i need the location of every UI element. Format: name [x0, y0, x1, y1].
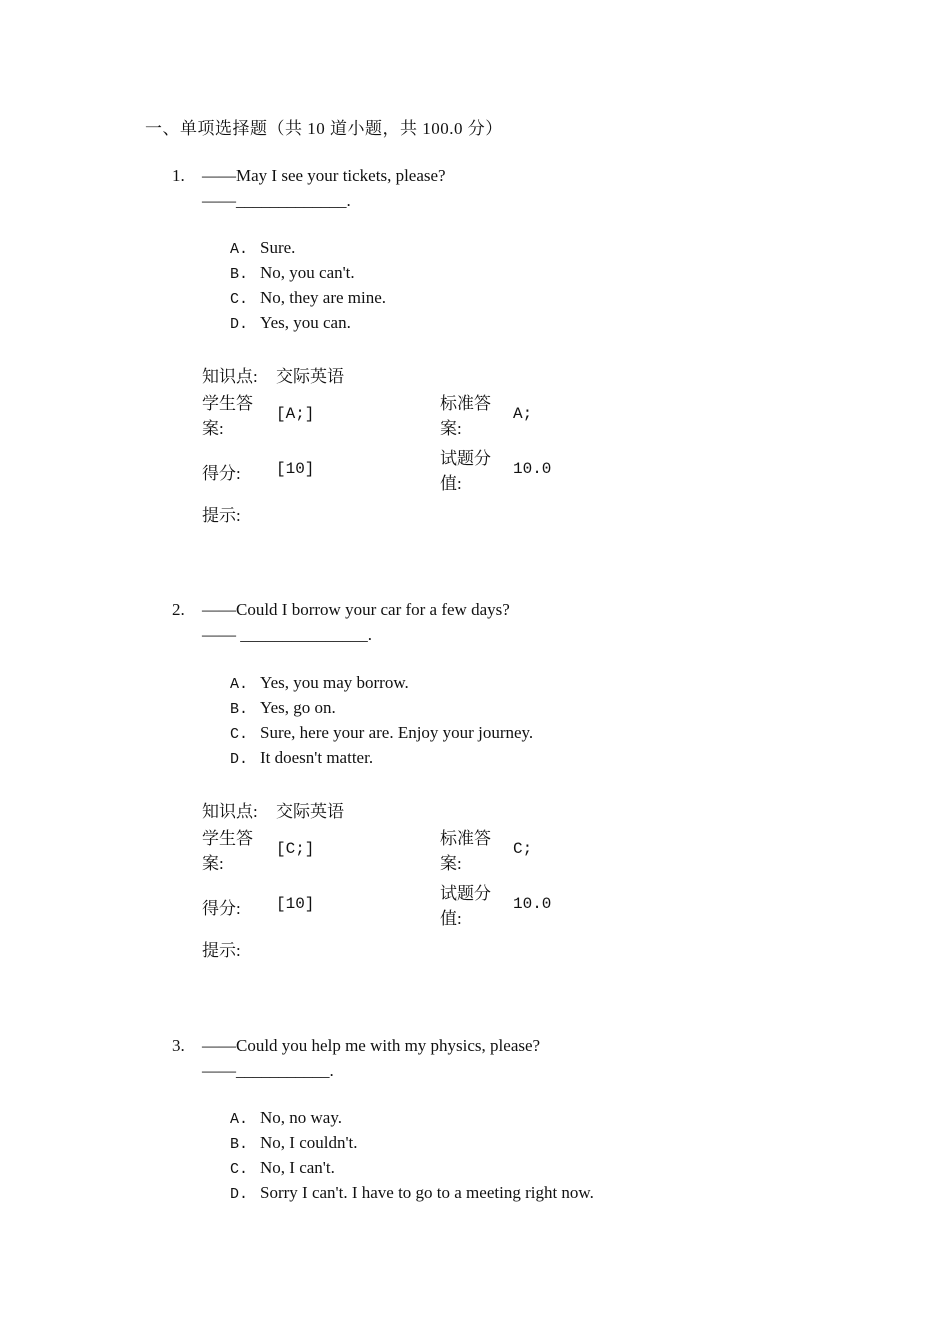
option-letter: A.: [230, 241, 249, 258]
student-answer-value: [C;]: [276, 840, 315, 858]
score-value: [10]: [276, 460, 315, 478]
question-line-2: ——___________.: [202, 1061, 334, 1080]
option-text: Yes, you can.: [260, 313, 351, 332]
label-line: 案:: [440, 854, 462, 873]
standard-answer-value: A;: [513, 405, 533, 423]
option-letter: B.: [230, 701, 249, 718]
knowledge-label: 知识点:: [202, 367, 258, 386]
question-number: 1.: [172, 166, 185, 185]
label-line: 标准答: [440, 829, 491, 848]
question-line-2: ——_____________.: [202, 191, 351, 210]
question-value-label: [440, 881, 491, 931]
label-line: 案:: [202, 419, 224, 438]
option-letter: D.: [230, 751, 249, 768]
label-line: 试题分: [440, 884, 491, 903]
option-letter: C.: [230, 291, 249, 308]
standard-answer-label: [440, 391, 491, 441]
label-line: 标准答: [440, 394, 491, 413]
option-letter: B.: [230, 1136, 249, 1153]
knowledge-value: 交际英语: [276, 367, 344, 386]
option-text: It doesn't matter.: [260, 748, 374, 767]
hint-label: 提示:: [202, 506, 241, 525]
label-line: 试题分: [440, 449, 491, 468]
label-line: 学生答: [202, 394, 253, 413]
question-line-1: ——Could I borrow your car for a few days?: [202, 600, 510, 619]
option-d: [230, 748, 373, 768]
option-text: No, they are mine.: [260, 288, 387, 307]
option-c: [230, 723, 533, 743]
option-b: [230, 698, 336, 718]
option-text: Sorry I can't. I have to go to a meeting right now.: [260, 1183, 594, 1202]
option-letter: C.: [230, 1161, 249, 1178]
standard-answer-label: [440, 826, 491, 876]
question-value-label: [440, 446, 491, 496]
knowledge-label: 知识点:: [202, 802, 258, 821]
option-b: [230, 263, 355, 283]
standard-answer-value: C;: [513, 840, 533, 858]
option-a: [230, 238, 295, 258]
option-text: Sure.: [260, 238, 296, 257]
student-answer-value: [A;]: [276, 405, 315, 423]
label-line: 学生答: [202, 829, 253, 848]
option-a: [230, 673, 409, 693]
option-text: Yes, you may borrow.: [260, 673, 409, 692]
label-line: 案:: [202, 854, 224, 873]
score-label: 得分:: [202, 464, 241, 483]
hint-label: 提示:: [202, 941, 241, 960]
option-text: No, you can't.: [260, 263, 355, 282]
option-letter: D.: [230, 1186, 249, 1203]
score-value: [10]: [276, 895, 315, 913]
question-number: 2.: [172, 600, 185, 619]
option-b: [230, 1133, 358, 1153]
section-title: 一、单项选择题（共 10 道小题，共 100.0 分）: [145, 119, 503, 138]
option-text: No, no way.: [260, 1108, 342, 1127]
label-line: 值:: [440, 474, 462, 493]
option-letter: C.: [230, 726, 249, 743]
question-value: 10.0: [513, 460, 552, 478]
option-letter: A.: [230, 1111, 249, 1128]
option-letter: D.: [230, 316, 249, 333]
option-letter: A.: [230, 676, 249, 693]
score-label: 得分:: [202, 899, 241, 918]
option-d: [230, 313, 351, 333]
question-line-1: ——May I see your tickets, please?: [202, 166, 446, 185]
option-text: Yes, go on.: [260, 698, 336, 717]
option-text: Sure, here your are. Enjoy your journey.: [260, 723, 534, 742]
question-line-2: —— _______________.: [202, 625, 372, 644]
label-line: 案:: [440, 419, 462, 438]
label-line: 值:: [440, 909, 462, 928]
question-line-1: ——Could you help me with my physics, please?: [202, 1036, 541, 1055]
student-answer-label: [202, 391, 253, 441]
option-text: No, I couldn't.: [260, 1133, 358, 1152]
student-answer-label: [202, 826, 253, 876]
option-c: [230, 1158, 335, 1178]
knowledge-value: 交际英语: [276, 802, 344, 821]
option-d: [230, 1183, 594, 1203]
question-value: 10.0: [513, 895, 552, 913]
option-c: [230, 288, 386, 308]
option-a: [230, 1108, 342, 1128]
option-text: No, I can't.: [260, 1158, 335, 1177]
question-number: 3.: [172, 1036, 185, 1055]
option-letter: B.: [230, 266, 249, 283]
